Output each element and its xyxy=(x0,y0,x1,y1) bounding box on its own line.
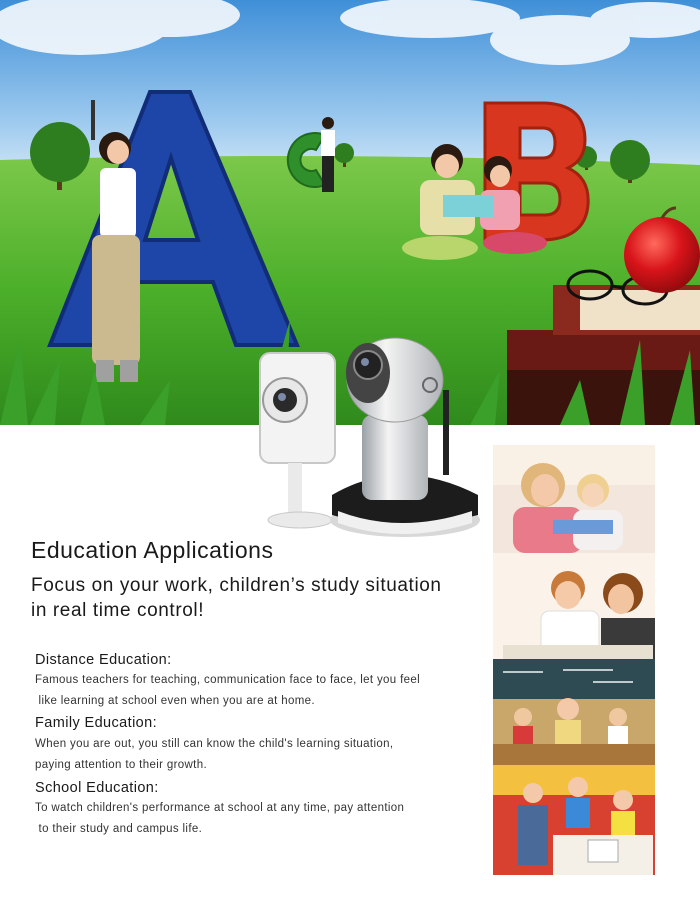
classroom-photo-icon xyxy=(493,659,655,765)
section-title-school: School Education: xyxy=(35,780,159,796)
photo-column xyxy=(493,445,655,875)
section-body-line: to their study and campus life. xyxy=(35,823,203,835)
lead-text xyxy=(31,573,491,623)
section-body-line: like learning at school even when you are at home. xyxy=(35,695,315,707)
homework-photo-icon xyxy=(493,553,655,659)
section-body-line: Famous teachers for teaching, communication face to face, let you feel xyxy=(35,674,421,686)
text-content xyxy=(0,425,490,906)
section-body-line: paying attention to their growth. xyxy=(35,759,208,771)
section-body-school xyxy=(35,798,480,840)
section-body-distance xyxy=(35,670,480,712)
photo-homework xyxy=(493,553,655,659)
section-body-family xyxy=(35,734,480,776)
section-body-line: To watch children's performance at school at any time, pay attention xyxy=(35,802,405,814)
family-photo-icon xyxy=(493,445,655,553)
section-title-distance: Distance Education: xyxy=(35,652,172,668)
page-title: Education Applications xyxy=(31,537,274,563)
lead-line-1: Focus on your work, children’s study situation xyxy=(31,575,442,596)
school-photo-icon xyxy=(493,765,655,875)
section-body-line: When you are out, you still can know the child's learning situation, xyxy=(35,738,394,750)
photo-classroom xyxy=(493,659,655,765)
photo-mother-reading xyxy=(493,445,655,553)
photo-school-play xyxy=(493,765,655,875)
section-title-family: Family Education: xyxy=(35,715,158,731)
lead-line-2: in real time control! xyxy=(31,600,205,621)
